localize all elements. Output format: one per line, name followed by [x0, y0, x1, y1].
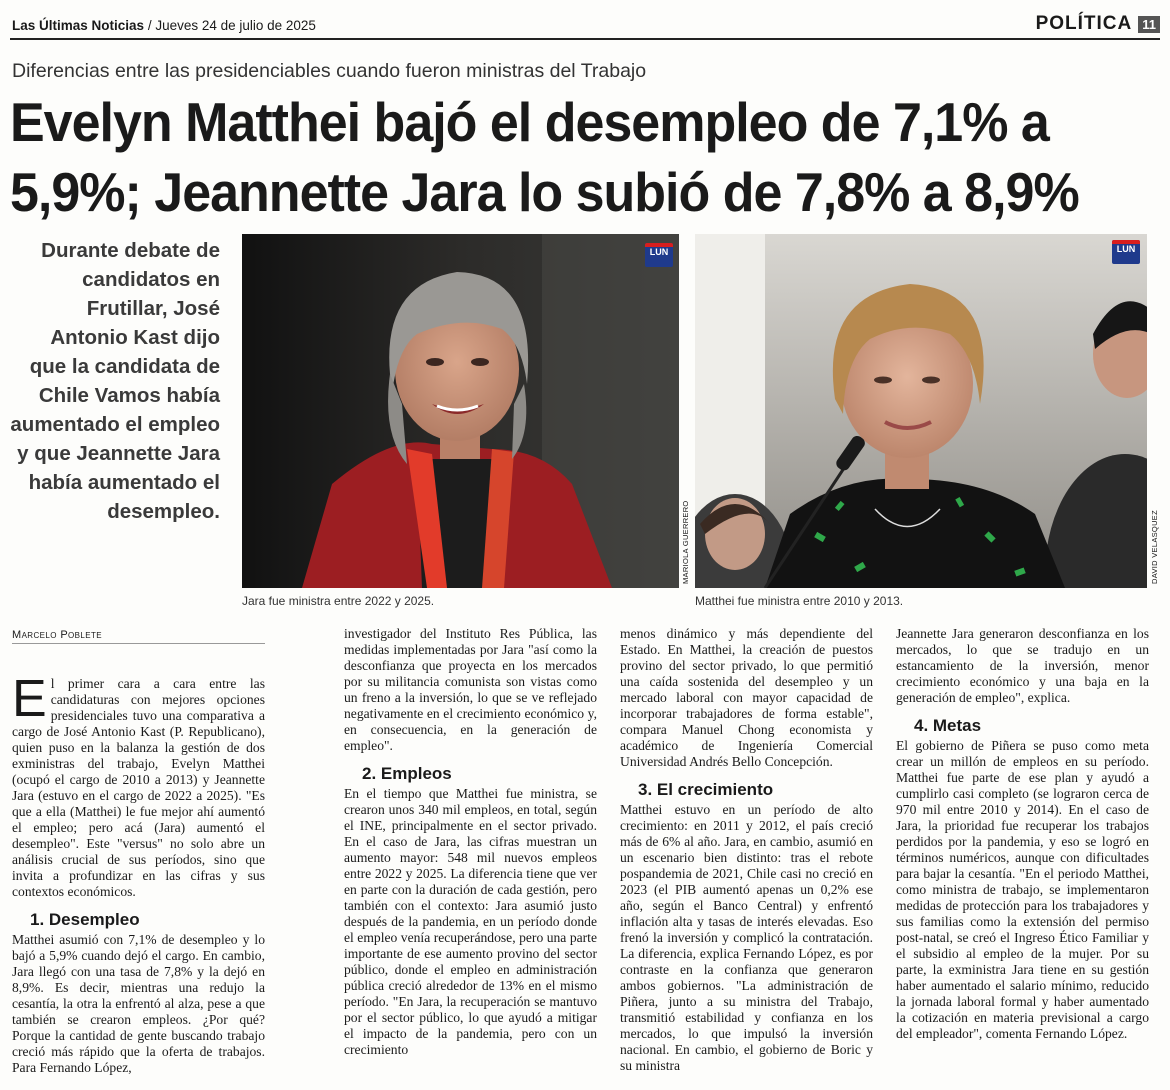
photo-matthei: [695, 234, 1147, 588]
headline-line-1: Evelyn Matthei bajó el desempleo de 7,1% a: [10, 92, 1049, 154]
article-intro-paragraph: [12, 670, 265, 900]
photo-credit-matthei: DAVID VELASQUEZ: [1150, 510, 1159, 584]
drop-cap: E: [12, 670, 47, 728]
publication-name: Las Últimas Noticias: [12, 18, 145, 33]
article-column-2: [344, 626, 597, 1058]
byline: Marcelo Poblete: [12, 629, 103, 641]
subheading-crecimiento: 3. El crecimiento: [638, 780, 774, 799]
issue-date: / Jueves 24 de julio de 2025: [147, 18, 316, 33]
subheading-metas: 4. Metas: [914, 716, 982, 735]
article-column-3: [620, 626, 873, 1074]
section-desempleo-text: Matthei asumió con 7,1% de desempleo y lo bajó a 5,9% cuando dejó el cargo. En cambio, Jara llegó con una tasa de 7,8% y la dejó en 8,9%. Es decir, mientras una redujo la cesantía, la otra la enfrentó al alza, pese a que también se crearon empleos. ¿Por qué? Porque la cantidad de gente buscando trabajo creció más rápido que la oferta de trabajos. Para Fernando López,: [12, 932, 265, 1075]
column-2-paragraph: investigador del Instituto Res Pública, las medidas implementadas por Jara "así como la desconfianza que proyecta en los mercados por su militancia comunista son vistas como un freno a la inversión, lo que se ve reflejado negativamente en el crecimiento económico y, en consecuencia, en la generación de empleo".: [344, 626, 597, 753]
photo-jara: [242, 234, 679, 588]
photo-jara-image: [242, 234, 679, 588]
subheading-desempleo: 1. Desempleo: [30, 910, 140, 929]
byline-divider: [12, 643, 265, 644]
photo-matthei-image: [695, 234, 1147, 588]
intro-text: l primer cara a cara entre las candidaturas con mejores opciones presidenciales tuvo una comparativa a cargo de José Antonio Kast (P. Republicano), quien puso en la balanza la gestión de dos exministras del trabajo, Evelyn Matthei (ocupó el cargo de 2010 a 2013) y Jeannette Jara (estuvo en el cargo de 2022 a 2025). "Es que a ella (Matthei) le fue mejor ahí aumentó el empleo; pero acá (Jara) aumentó el desempleo". Este "versus" no solo abre un análisis crucial de sus períodos, sino que invita a profundizar en las cifras y sus contextos económicos.: [12, 676, 265, 899]
subheading-empleos: 2. Empleos: [362, 764, 452, 783]
photo-credit-jara: MARIOLA GUERRERO: [681, 500, 690, 584]
article-kicker: Diferencias entre las presidenciables cuando fueron ministras del Trabajo: [12, 60, 647, 82]
lun-logo: LUN: [1112, 240, 1140, 264]
header-divider: [10, 38, 1160, 40]
lun-logo: LUN: [645, 243, 673, 267]
column-3-paragraph: menos dinámico y más dependiente del Estado. En Matthei, la creación de puestos provino del sector privado, lo que permitió una caída sostenida del desempleo y un mercado laboral con mayor capacidad de incorporar trabajadores de forma estable", compara Manuel Chong economista y académico de Ingeniería Comercial Universidad Andrés Bello Concepción.: [620, 626, 873, 769]
section-name: POLÍTICA: [1035, 13, 1133, 34]
article-column-4: [896, 626, 1149, 1042]
section-crecimiento-text: Matthei estuvo en un período de alto crecimiento: en 2011 y 2012, el país creció más de 6% al año. Jara, en cambio, asumió en un escenario bien distinto: tras el rebote pospandemia de 2021, Chile casi no creció en 2023 (el PIB aumentó apenas un 0,2% ese año, según el Banco Central) y enfrentó inflación alta y tasas de interés elevadas. Eso frenó la inversión y complicó la contratación. La diferencia, explica Fernando López, es por contraste en la confianza que generaron ambos gobiernos. "La administración de Piñera, junto a su ministra del Trabajo, transmitió estabilidad y confianza en los mercados, lo que impulsó la inversión nacional. En cambio, el gobierno de Boric y su ministra: [620, 802, 873, 1073]
article-column-1: [12, 670, 265, 1076]
section-metas-text: El gobierno de Piñera se puso como meta crear un millón de empleos en su período. Matthei fue parte de ese plan y ayudó a cumplirlo casi completo (se lograron cerca de 970 mil entre 2010 y 2014). En el caso de Jara, la prioridad fue recuperar los trabajos perdidos por la pandemia, y eso se logró en términos numéricos, aunque con dificultades para bajar la cesantía. "En el periodo Matthei, como ministra de trabajo, se implementaron medidas de protección para los trabajadores y sus familias como la extensión del permiso post-natal, se creó el Ingreso Ético Familiar y el subsidio al empleo de la mujer. Por su parte, la exministra Jara tiene en su gestión haber aumentado el salario mínimo, reducido la jornada laboral formal y haber aumentado la cotización en materia previsional a cargo del empleador", comenta Fernando López.: [896, 738, 1149, 1041]
article-lede: Durante debate de candidatos en Frutillar, José Antonio Kast dijo que la candidata de Chile Vamos había aumentado el empleo y que Jeannette Jara había aumentado el desempleo.: [10, 239, 220, 523]
column-4-paragraph: Jeannette Jara generaron desconfianza en los mercados, lo que se tradujo en un estancamiento de la inversión, menor crecimiento económico y una baja en la generación de empleo", explica.: [896, 626, 1149, 705]
article-headline: [10, 88, 1160, 228]
photo-caption-jara: Jara fue ministra entre 2022 y 2025.: [242, 594, 435, 608]
photo-caption-matthei: Matthei fue ministra entre 2010 y 2013.: [695, 594, 904, 608]
page-number: 11: [1138, 16, 1160, 33]
section-label: [1036, 13, 1160, 35]
masthead: [12, 18, 316, 33]
headline-line-2: 5,9%; Jeannette Jara lo subió de 7,8% a 8,9%: [10, 162, 1079, 224]
section-empleos-text: En el tiempo que Matthei fue ministra, se crearon unos 340 mil empleos, en total, según el INE, principalmente en el sector privado. En el caso de Jara, las cifras muestran un aumento mayor: 548 mil nuevos empleos entre 2022 y 2025. La diferencia tiene que ver en parte con la duración de cada gestión, pero también con el contexto: Jara asumió justo después de la pandemia, en un período donde el empleo venía recuperándose, pero una parte importante de ese aumento provino del sector público, donde el empleo en administración pública creció alrededor de 13% en el mismo período. "En Jara, la recuperación se mantuvo por el sector público, lo que ayudó a mitigar el impacto de la pandemia, pero con un crecimiento: [344, 786, 597, 1057]
